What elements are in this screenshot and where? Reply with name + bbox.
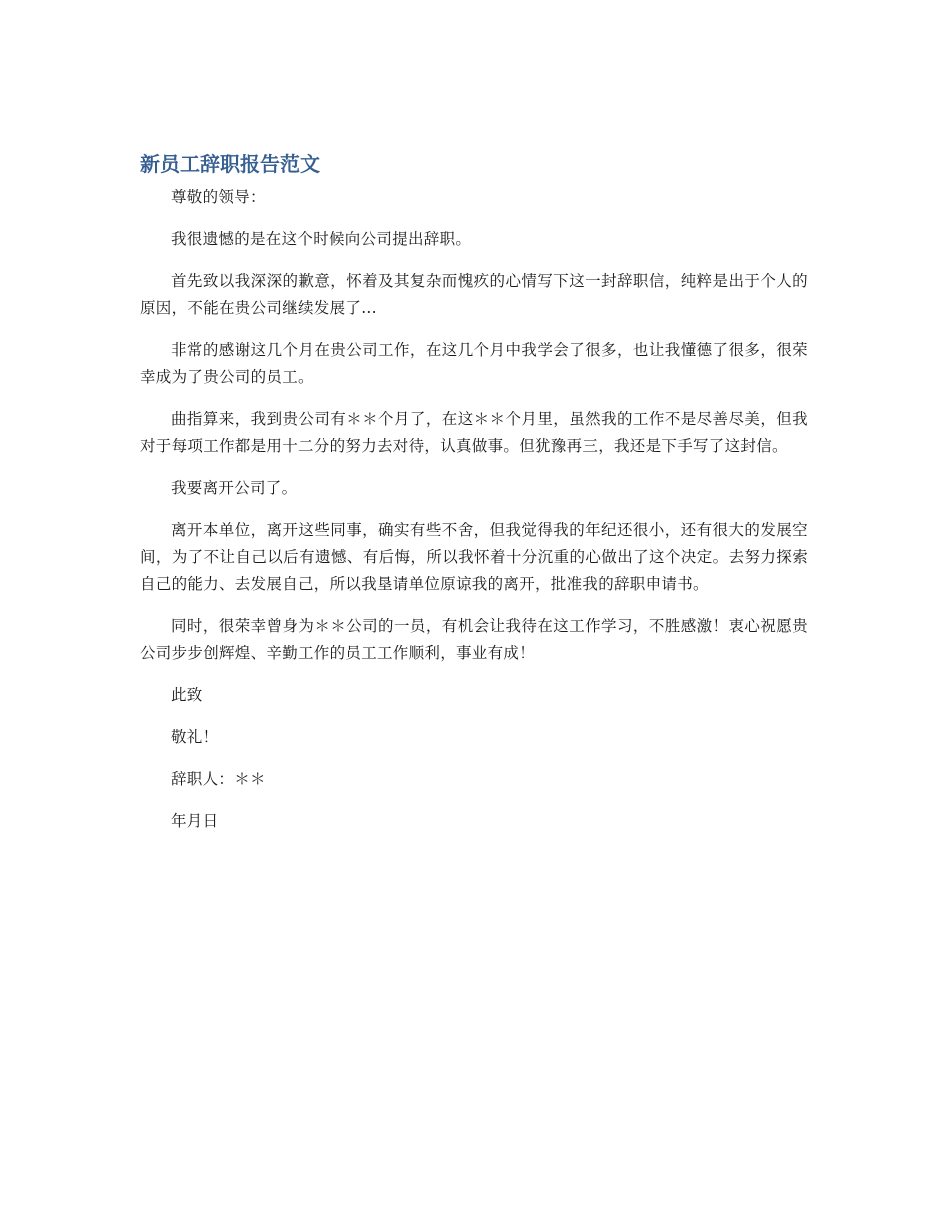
- date-line: 年月日: [171, 812, 219, 830]
- salutation: 尊敬的领导：: [171, 188, 266, 206]
- closing-regards: 敬礼！: [171, 728, 219, 746]
- closing-line: 此致: [171, 686, 203, 704]
- body-paragraph: 同时，很荣幸曾身为＊＊公司的一员，有机会让我待在这工作学习，不胜感激！衷心祝愿贵公司步步创辉煌、辛勤工作的员工工作顺利，事业有成！: [140, 617, 808, 662]
- signature-line: 辞职人：＊＊: [171, 770, 266, 788]
- document-page: [140, 150, 808, 850]
- body-paragraph: 我要离开公司了。: [171, 479, 298, 497]
- body-paragraph: 曲指算来，我到贵公司有＊＊个月了，在这＊＊个月里，虽然我的工作不是尽善尽美，但我对于每项工作都是用十二分的努力去对待，认真做事。但犹豫再三，我还是下手写了这封信。: [140, 410, 808, 455]
- body-paragraph: 离开本单位，离开这些同事，确实有些不舍，但我觉得我的年纪还很小，还有很大的发展空间，为了不让自己以后有遗憾、有后悔，所以我怀着十分沉重的心做出了这个决定。去努力探索自己的能力、去发展自己，所以我垦请单位原谅我的离开，批准我的辞职申请书。: [140, 521, 808, 593]
- body-paragraph: 非常的感谢这几个月在贵公司工作，在这几个月中我学会了很多，也让我懂德了很多，很荣幸成为了贵公司的员工。: [140, 341, 808, 386]
- body-paragraph: 首先致以我深深的歉意，怀着及其复杂而愧疚的心情写下这一封辞职信，纯粹是出于个人的原因，不能在贵公司继续发展了...: [140, 272, 808, 317]
- body-paragraph: 我很遗憾的是在这个时候向公司提出辞职。: [171, 230, 472, 248]
- document-title: 新员工辞职报告范文: [140, 152, 320, 176]
